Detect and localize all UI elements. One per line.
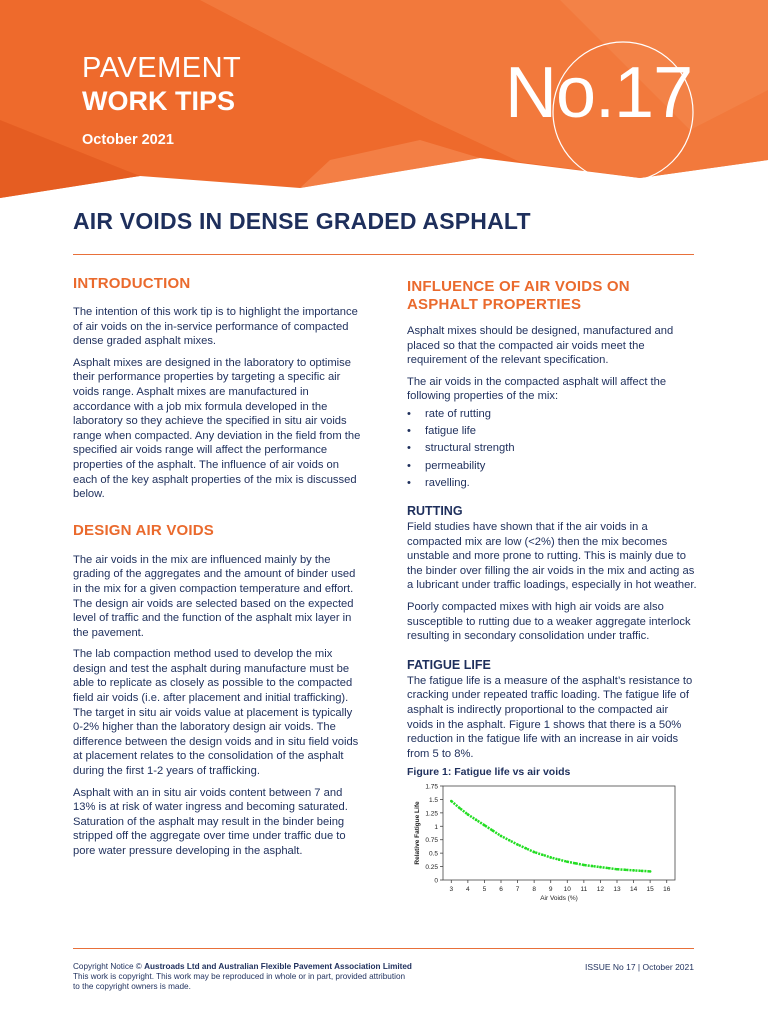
- design-paragraph-1: The air voids in the mix are influenced mainly by the grading of the aggregates and the amount of binder used in the mix for a given compaction temperature and effort. The design air voids are selected based on the expected level of traffic and the function of the asphalt mix layer in the pavement.: [73, 553, 356, 639]
- data-point: [566, 861, 569, 864]
- banner-work-tips: WORK TIPS: [82, 86, 235, 116]
- y-tick-label: 1.5: [428, 797, 438, 805]
- y-axis-label: Relative Fatigue Life: [414, 801, 421, 865]
- x-tick-label: 8: [532, 886, 536, 894]
- y-tick-label: 1.25: [425, 810, 438, 818]
- copyright-line-2: This work is copyright. This work may be reproduced in whole or in part, provided attribution: [73, 972, 406, 981]
- influence-paragraph-1: Asphalt mixes should be designed, manufactured and placed so that the compacted air voids meet the requirement of the relevant specification.: [407, 325, 674, 367]
- data-point: [533, 851, 536, 854]
- x-tick-label: 15: [646, 886, 654, 894]
- copyright-line-1: Copyright Notice © Austroads Ltd and Australian Flexible Pavement Association Limited: [73, 962, 412, 971]
- data-point: [467, 813, 470, 816]
- intro-paragraph-1: The intention of this work tip is to highlight the importance of air voids on the in-service performance of compacted dense graded asphalt mixes.: [73, 306, 358, 348]
- x-tick-label: 12: [596, 886, 605, 894]
- left-column: [73, 275, 365, 859]
- x-tick-label: 6: [499, 886, 503, 894]
- rutting-heading: RUTTING: [407, 503, 463, 518]
- data-point: [624, 869, 627, 872]
- bullet-icon: •: [407, 459, 411, 472]
- footer-divider: [73, 948, 694, 949]
- data-point: [574, 862, 577, 865]
- y-tick-label: 1.75: [425, 783, 438, 791]
- figure-caption: Figure 1: Fatigue life vs air voids: [407, 766, 571, 779]
- data-point: [641, 870, 644, 873]
- banner-date: October 2021: [82, 132, 174, 148]
- x-tick-label: 13: [613, 886, 621, 894]
- bullet-icon: •: [407, 442, 411, 455]
- data-point: [516, 844, 519, 847]
- introduction-heading: INTRODUCTION: [73, 275, 191, 292]
- data-point: [500, 835, 503, 838]
- x-tick-label: 5: [482, 886, 487, 894]
- data-point: [541, 854, 544, 857]
- page-title: AIR VOIDS IN DENSE GRADED ASPHALT: [73, 208, 531, 234]
- data-point: [525, 847, 528, 850]
- data-point: [632, 869, 635, 872]
- data-point: [583, 864, 586, 867]
- right-column: [407, 278, 697, 908]
- issue-label: ISSUE No 17 | October 2021: [585, 962, 694, 972]
- data-point: [607, 867, 610, 870]
- data-point: [491, 830, 494, 833]
- fatigue-paragraph: The fatigue life is a measure of the asphalt’s resistance to cracking under repeated traffic loading. The fatigue life of asphalt is indirectly proportional to the compacted air voids in the asphalt. Figure 1 shows that there is a 50% reduction in the fatigue life with an increase in air voids from 5 to 8%.: [407, 674, 693, 760]
- x-tick-label: 10: [563, 886, 571, 894]
- x-tick-label: 14: [629, 886, 638, 894]
- intro-paragraph-2: Asphalt mixes are designed in the laboratory to optimise their performance properties by targeting a specific air voids range. Asphalt mixes are manufactured in accordance with a job mix formula developed in the laboratory so they achieve the specified in situ air voids range when compacted. Any deviation in the field from the specified air voids range will affect the performance properties of the asphalt. The influence of air voids on each of the key asphalt properties of the mix is discussed below.: [73, 356, 361, 501]
- y-tick-label: 0: [434, 877, 438, 885]
- data-point: [458, 807, 461, 810]
- rutting-paragraph-1: Field studies have shown that if the air voids in a compacted mix are low (<2%) then the mix becomes unstable and more prone to rutting. This is mainly due to the binder over filling the air voids in the mix and acting as a lubricant under traffic loadings, especially in hot weather.: [407, 520, 697, 592]
- y-tick-label: 0.75: [425, 837, 438, 845]
- x-tick-label: 16: [663, 886, 671, 894]
- fatigue-heading: FATIGUE LIFE: [407, 657, 491, 672]
- title-divider: [73, 254, 694, 255]
- influence-paragraph-2: The air voids in the compacted asphalt will affect the following properties of the mix:: [407, 375, 667, 403]
- data-point: [599, 866, 602, 869]
- fatigue-chart: [407, 778, 687, 908]
- data-point: [508, 839, 511, 842]
- design-air-voids-heading: DESIGN AIR VOIDS: [73, 521, 214, 539]
- list-item: • structural strength: [407, 440, 697, 457]
- footer: [73, 962, 694, 992]
- list-item: • fatigue life: [407, 423, 697, 440]
- y-tick-label: 0.25: [425, 864, 438, 872]
- x-tick-label: 7: [515, 886, 520, 894]
- x-tick-label: 4: [466, 886, 470, 894]
- copyright-line-3: to the copyright owners is made.: [73, 982, 191, 991]
- influence-heading: INFLUENCE OF AIR VOIDS ON ASPHALT PROPERTIES: [407, 278, 630, 313]
- data-point: [450, 800, 453, 803]
- data-point: [591, 865, 594, 868]
- data-point: [649, 870, 652, 873]
- y-tick-label: 0.5: [428, 850, 438, 858]
- y-tick-label: 1: [434, 824, 438, 832]
- banner-pavement: PAVEMENT: [82, 52, 242, 84]
- series-line: [451, 801, 650, 871]
- data-point: [549, 856, 552, 859]
- plot-frame: [443, 786, 675, 880]
- list-item: • rate of rutting: [407, 406, 697, 423]
- design-paragraph-3: Asphalt with an in situ air voids content between 7 and 13% is at risk of water ingress and becoming saturated. Saturation of the asphalt may result in the binder being stripped off the aggregate over time under traffic due to pore water pressure developing in the asphalt.: [73, 786, 348, 857]
- data-point: [475, 819, 478, 822]
- rutting-paragraph-2: Poorly compacted mixes with high air voids are also susceptible to rutting due to a weaker aggregate interlock resulting in secondary consolidation under traffic.: [407, 600, 691, 643]
- x-tick-label: 3: [449, 886, 454, 894]
- properties-list: [407, 406, 697, 492]
- x-tick-label: 9: [548, 886, 553, 894]
- bullet-icon: •: [407, 476, 411, 489]
- data-point: [483, 824, 486, 827]
- list-item: • ravelling.: [407, 475, 697, 492]
- bullet-icon: •: [407, 425, 411, 438]
- x-axis-label: Air Voids (%): [540, 895, 578, 903]
- data-point: [616, 868, 619, 871]
- list-item: • permeability: [407, 458, 697, 475]
- design-paragraph-2: The lab compaction method used to develop the mix design and test the asphalt during manufacture must be able to replicate as closely as possible to the compacted field air voids (i.e. after placement and initial trafficking). The target in situ air voids value at placement is typically 0-2% higher than the laboratory design air voids. The difference between the design voids and in situ field voids at placement relates to the consolidation of the asphalt during the first 1-2 years of trafficking.: [73, 648, 359, 778]
- issue-number: No.17: [505, 53, 693, 133]
- x-tick-label: 11: [580, 886, 588, 894]
- header-banner: [0, 0, 768, 200]
- bullet-icon: •: [407, 407, 411, 420]
- data-point: [558, 859, 561, 862]
